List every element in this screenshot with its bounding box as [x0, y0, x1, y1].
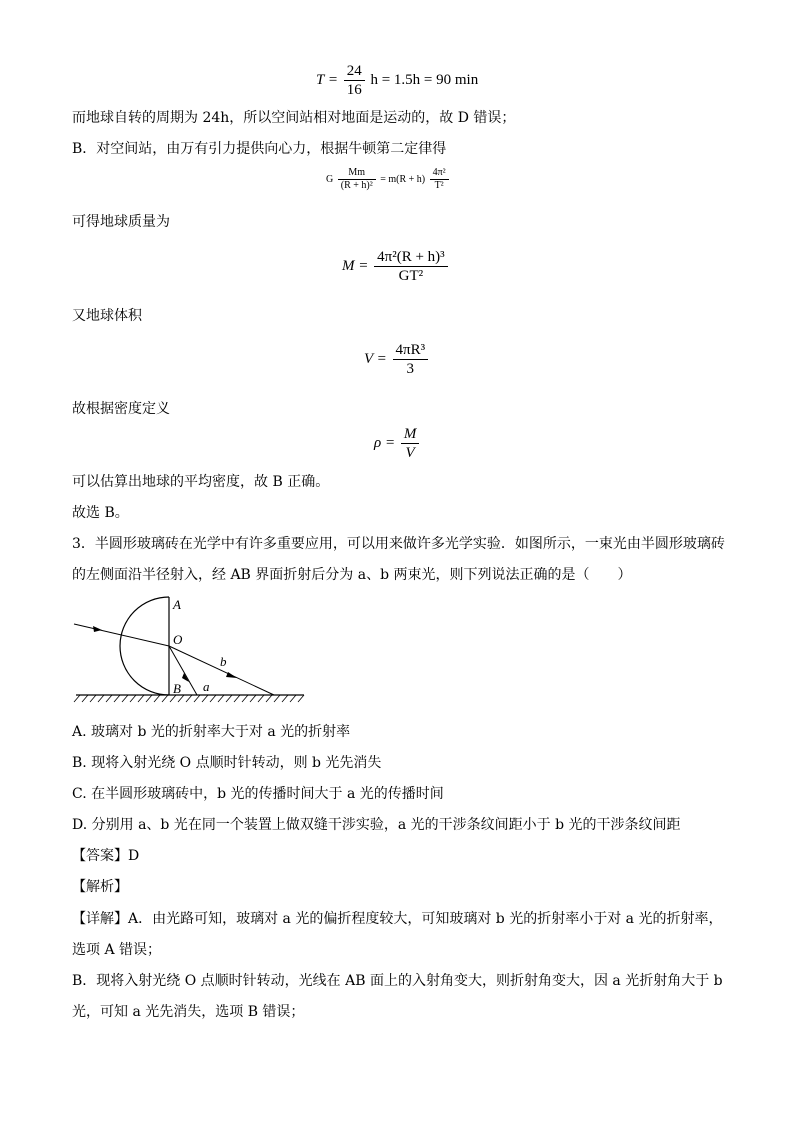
eq4-lhs: V = [364, 350, 391, 367]
eq4-fraction [393, 341, 429, 378]
eq3-lhs: M = [342, 257, 373, 274]
label-B: B [173, 681, 181, 696]
incident-arrow [93, 626, 102, 632]
option-b: B. 现将入射光绕 O 点顺时针转动，则 b 光先消失 [72, 755, 382, 771]
eq2-mid: = m(R + h) [380, 173, 426, 185]
eq3-num: 4π²(R + h)³ [374, 248, 448, 267]
eq1-fraction [344, 62, 365, 99]
equation-period [316, 62, 478, 99]
text-line-2: B．对空间站，由万有引力提供向心力，根据牛顿第二定律得 [72, 141, 447, 157]
detail-line-2: 选项 A 错误； [72, 942, 162, 958]
label-a: a [203, 679, 210, 694]
eq1-lhs: T = [316, 71, 342, 88]
eq1-den: 16 [346, 82, 362, 98]
detail-line-1: 【详解】A．由光路可知，玻璃对 a 光的偏折程度较大，可知玻璃对 b 光的折射率小于对 a 光的折射率， [72, 911, 723, 927]
detail-line-3: B．现将入射光绕 O 点顺时针转动，光线在 AB 面上的入射角变大，则折射角变大，因 a 光折射角大于 b [72, 973, 723, 989]
eq5-lhs: ρ = [374, 434, 399, 451]
eq4-den: 3 [406, 361, 415, 377]
question-3-line-2: 的左侧面沿半径射入，经 AB 界面折射后分为 a、b 两束光，则下列说法正确的是（ ） [72, 567, 632, 583]
eq3-fraction [374, 248, 448, 285]
eq2-den1: (R + h)² [340, 180, 373, 191]
eq5-num: M [401, 425, 420, 444]
text-line-5: 故根据密度定义 [72, 401, 170, 417]
eq1-rest: h = 1.5h = 90 min [370, 71, 479, 88]
eq2-frac1 [338, 167, 376, 192]
eq2-num2: 4π² [430, 167, 449, 180]
equation-volume [364, 341, 430, 378]
label-O: O [173, 632, 183, 647]
ground-hatching [74, 695, 304, 702]
eq2-num1: Mm [338, 167, 376, 180]
equation-mass [342, 248, 450, 285]
text-line-6: 可以估算出地球的平均密度，故 B 正确。 [72, 474, 330, 490]
incident-ray [74, 624, 169, 646]
equation-gravity [326, 167, 451, 192]
option-a: A. 玻璃对 b 光的折射率大于对 a 光的折射率 [72, 724, 351, 740]
eq2-frac2 [430, 167, 449, 192]
ray-b-arrow [226, 672, 237, 678]
eq5-fraction [401, 425, 420, 462]
eq1-num: 24 [344, 62, 365, 81]
text-line-1: 而地球自转的周期为 24h，所以空间站相对地面是运动的，故 D 错误； [72, 110, 516, 126]
label-b: b [220, 654, 227, 669]
glass-brick-diagram [72, 594, 312, 714]
text-line-4: 又地球体积 [72, 308, 142, 324]
semicircle-arc [120, 597, 169, 695]
answer-label: 【答案】D [72, 848, 140, 864]
eq5-den: V [405, 445, 415, 461]
detail-line-4: 光，可知 a 光先消失，选项 B 错误； [72, 1004, 305, 1020]
equation-density [374, 425, 421, 462]
text-line-3: 可得地球质量为 [72, 214, 170, 230]
text-line-7: 故选 B。 [72, 505, 129, 521]
question-3-line-1: 3．半圆形玻璃砖在光学中有许多重要应用，可以用来做许多光学实验．如图所示，一束光由半圆形玻璃砖 [72, 536, 725, 552]
option-d: D. 分别用 a、b 光在同一个装置上做双缝干涉实验，a 光的干涉条纹间距小于 b 光的干涉条纹间距 [72, 817, 681, 833]
analysis-label: 【解析】 [72, 879, 128, 895]
label-A: A [173, 597, 181, 612]
eq4-num: 4πR³ [393, 341, 429, 360]
eq3-den: GT² [398, 268, 424, 284]
eq2-den2: T² [434, 180, 444, 191]
option-c: C. 在半圆形玻璃砖中，b 光的传播时间大于 a 光的传播时间 [72, 786, 444, 802]
eq2-g: G [326, 173, 334, 185]
